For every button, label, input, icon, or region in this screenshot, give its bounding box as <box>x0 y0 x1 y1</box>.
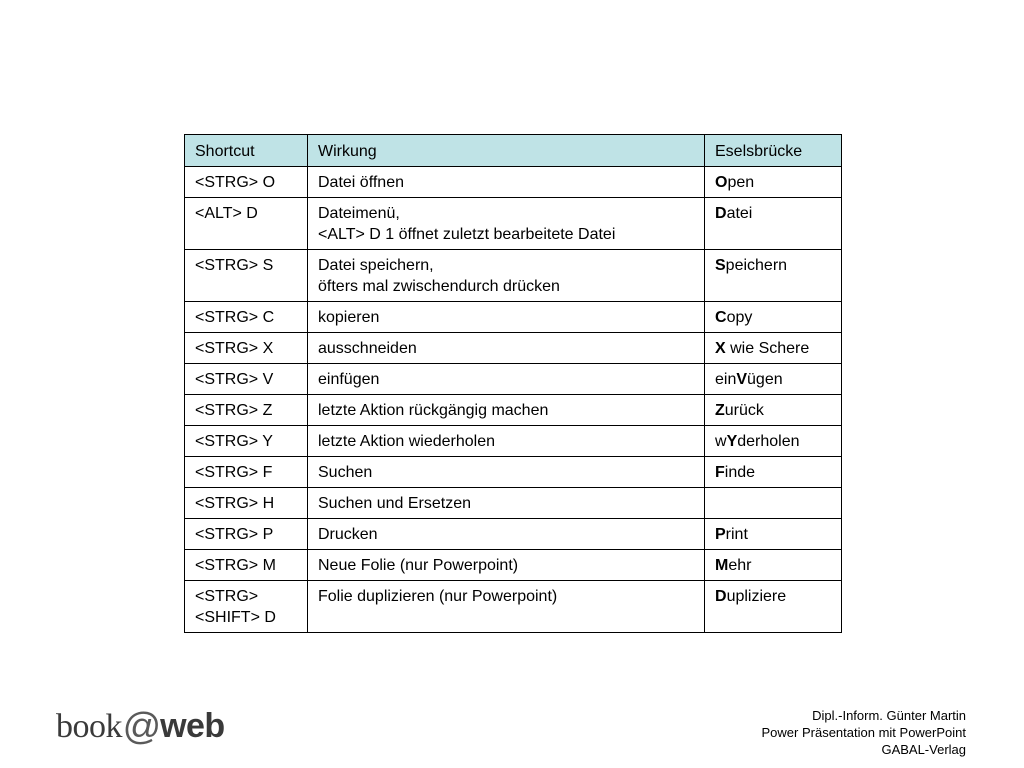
table-row <box>185 488 842 519</box>
hint-key-letter: X <box>715 340 726 357</box>
hint-rest: upliziere <box>726 588 787 605</box>
wirkung-line: Drucken <box>318 526 378 543</box>
wirkung-line: Dateimenü, <box>318 205 400 222</box>
wirkung-line: Datei speichern, <box>318 257 434 274</box>
table-row <box>185 550 842 581</box>
hint-key-letter: P <box>715 526 726 543</box>
shortcut-line: <STRG> <box>195 588 259 605</box>
wirkung-cell <box>308 395 705 426</box>
hint-rest: atei <box>726 205 753 222</box>
eselsbruecke-cell <box>705 302 842 333</box>
shortcut-cell <box>185 302 308 333</box>
hint-rest: wie Schere <box>725 340 810 357</box>
table-row <box>185 581 842 633</box>
table-body <box>185 167 842 633</box>
table-row <box>185 198 842 250</box>
shortcut-line: <STRG> Y <box>195 433 273 450</box>
hint-rest: opy <box>726 309 753 326</box>
eselsbruecke-cell <box>705 364 842 395</box>
eselsbruecke-cell <box>705 550 842 581</box>
eselsbruecke-cell <box>705 167 842 198</box>
eselsbruecke-cell <box>705 198 842 250</box>
shortcut-cell <box>185 426 308 457</box>
wirkung-cell <box>308 519 705 550</box>
wirkung-cell <box>308 250 705 302</box>
shortcut-cell <box>185 550 308 581</box>
hint-key-letter: M <box>715 557 729 574</box>
shortcut-cell <box>185 333 308 364</box>
wirkung-cell <box>308 198 705 250</box>
wirkung-cell <box>308 167 705 198</box>
hint-key-letter: D <box>715 588 727 605</box>
credits-author: Dipl.-Inform. Günter Martin <box>812 708 966 723</box>
shortcut-line: <ALT> D <box>195 205 258 222</box>
shortcut-line: <STRG> Z <box>195 402 273 419</box>
eselsbruecke-cell <box>705 395 842 426</box>
shortcut-cell <box>185 488 308 519</box>
shortcut-cell <box>185 581 308 633</box>
shortcut-line: <STRG> H <box>195 495 275 512</box>
table-row <box>185 167 842 198</box>
shortcut-cell <box>185 250 308 302</box>
table-row <box>185 302 842 333</box>
hint-key-letter: F <box>715 464 725 481</box>
eselsbruecke-cell <box>705 488 842 519</box>
table-header-row <box>185 135 842 167</box>
header-eselsbruecke: Eselsbrücke <box>705 135 842 167</box>
shortcut-line: <STRG> V <box>195 371 274 388</box>
bookweb-logo <box>56 701 225 749</box>
shortcut-cell <box>185 198 308 250</box>
hint-key-letter: C <box>715 309 727 326</box>
hint-key-letter: O <box>715 174 728 191</box>
shortcut-line: <STRG> M <box>195 557 276 574</box>
hint-rest: peichern <box>725 257 788 274</box>
table-row <box>185 519 842 550</box>
hint-rest: ehr <box>728 557 752 574</box>
hint-rest: derholen <box>737 433 800 450</box>
wirkung-cell <box>308 457 705 488</box>
credits-publisher: GABAL-Verlag <box>881 742 966 757</box>
table-row <box>185 333 842 364</box>
shortcut-line: <SHIFT> D <box>195 609 276 626</box>
hint-prefix: w <box>715 433 727 450</box>
wirkung-cell <box>308 302 705 333</box>
shortcut-line: <STRG> P <box>195 526 274 543</box>
wirkung-line: einfügen <box>318 371 380 388</box>
eselsbruecke-cell <box>705 519 842 550</box>
eselsbruecke-cell <box>705 250 842 302</box>
hint-key-letter: D <box>715 205 727 222</box>
hint-key-letter: Z <box>715 402 725 419</box>
logo-text-book: book <box>56 708 122 745</box>
hint-key-letter: Y <box>726 433 738 450</box>
logo-at-sign: @ <box>122 706 161 748</box>
wirkung-line: kopieren <box>318 309 380 326</box>
shortcut-line: <STRG> F <box>195 464 273 481</box>
credits-block <box>762 707 966 758</box>
table-row <box>185 364 842 395</box>
shortcut-cell <box>185 519 308 550</box>
eselsbruecke-cell <box>705 426 842 457</box>
shortcut-cell <box>185 457 308 488</box>
shortcut-cell <box>185 167 308 198</box>
wirkung-cell <box>308 550 705 581</box>
hint-rest: ügen <box>747 371 783 388</box>
hint-key-letter: V <box>736 371 748 388</box>
wirkung-cell <box>308 333 705 364</box>
shortcut-line: <STRG> O <box>195 174 276 191</box>
shortcut-line: <STRG> X <box>195 340 274 357</box>
hint-key-letter: S <box>715 257 726 274</box>
wirkung-line: Folie duplizieren (nur Powerpoint) <box>318 588 558 605</box>
header-wirkung: Wirkung <box>308 135 705 167</box>
header-shortcut: Shortcut <box>185 135 308 167</box>
shortcut-cell <box>185 395 308 426</box>
wirkung-line: letzte Aktion wiederholen <box>318 433 495 450</box>
wirkung-line: ausschneiden <box>318 340 417 357</box>
wirkung-cell <box>308 488 705 519</box>
hint-rest: inde <box>724 464 756 481</box>
credits-title: Power Präsentation mit PowerPoint <box>761 725 966 740</box>
wirkung-line: Neue Folie (nur Powerpoint) <box>318 557 519 574</box>
wirkung-line: Datei öffnen <box>318 174 404 191</box>
wirkung-line: letzte Aktion rückgängig machen <box>318 402 549 419</box>
logo-text-web: web <box>160 707 225 745</box>
shortcut-line: <STRG> S <box>195 257 274 274</box>
wirkung-line: <ALT> D 1 öffnet zuletzt bearbeitete Datei <box>318 226 616 243</box>
wirkung-cell <box>308 581 705 633</box>
table-row <box>185 457 842 488</box>
eselsbruecke-cell <box>705 581 842 633</box>
shortcut-cell <box>185 364 308 395</box>
wirkung-line: öfters mal zwischendurch drücken <box>318 278 560 295</box>
hint-rest: rint <box>725 526 748 543</box>
table-row <box>185 426 842 457</box>
wirkung-cell <box>308 426 705 457</box>
hint-prefix: ein <box>715 371 737 388</box>
wirkung-line: Suchen <box>318 464 373 481</box>
eselsbruecke-cell <box>705 457 842 488</box>
shortcut-line: <STRG> C <box>195 309 275 326</box>
hint-rest: urück <box>724 402 764 419</box>
table-row <box>185 395 842 426</box>
eselsbruecke-cell <box>705 333 842 364</box>
table-row <box>185 250 842 302</box>
hint-rest: pen <box>727 174 755 191</box>
wirkung-cell <box>308 364 705 395</box>
wirkung-line: Suchen und Ersetzen <box>318 495 471 512</box>
shortcut-table <box>184 134 842 633</box>
